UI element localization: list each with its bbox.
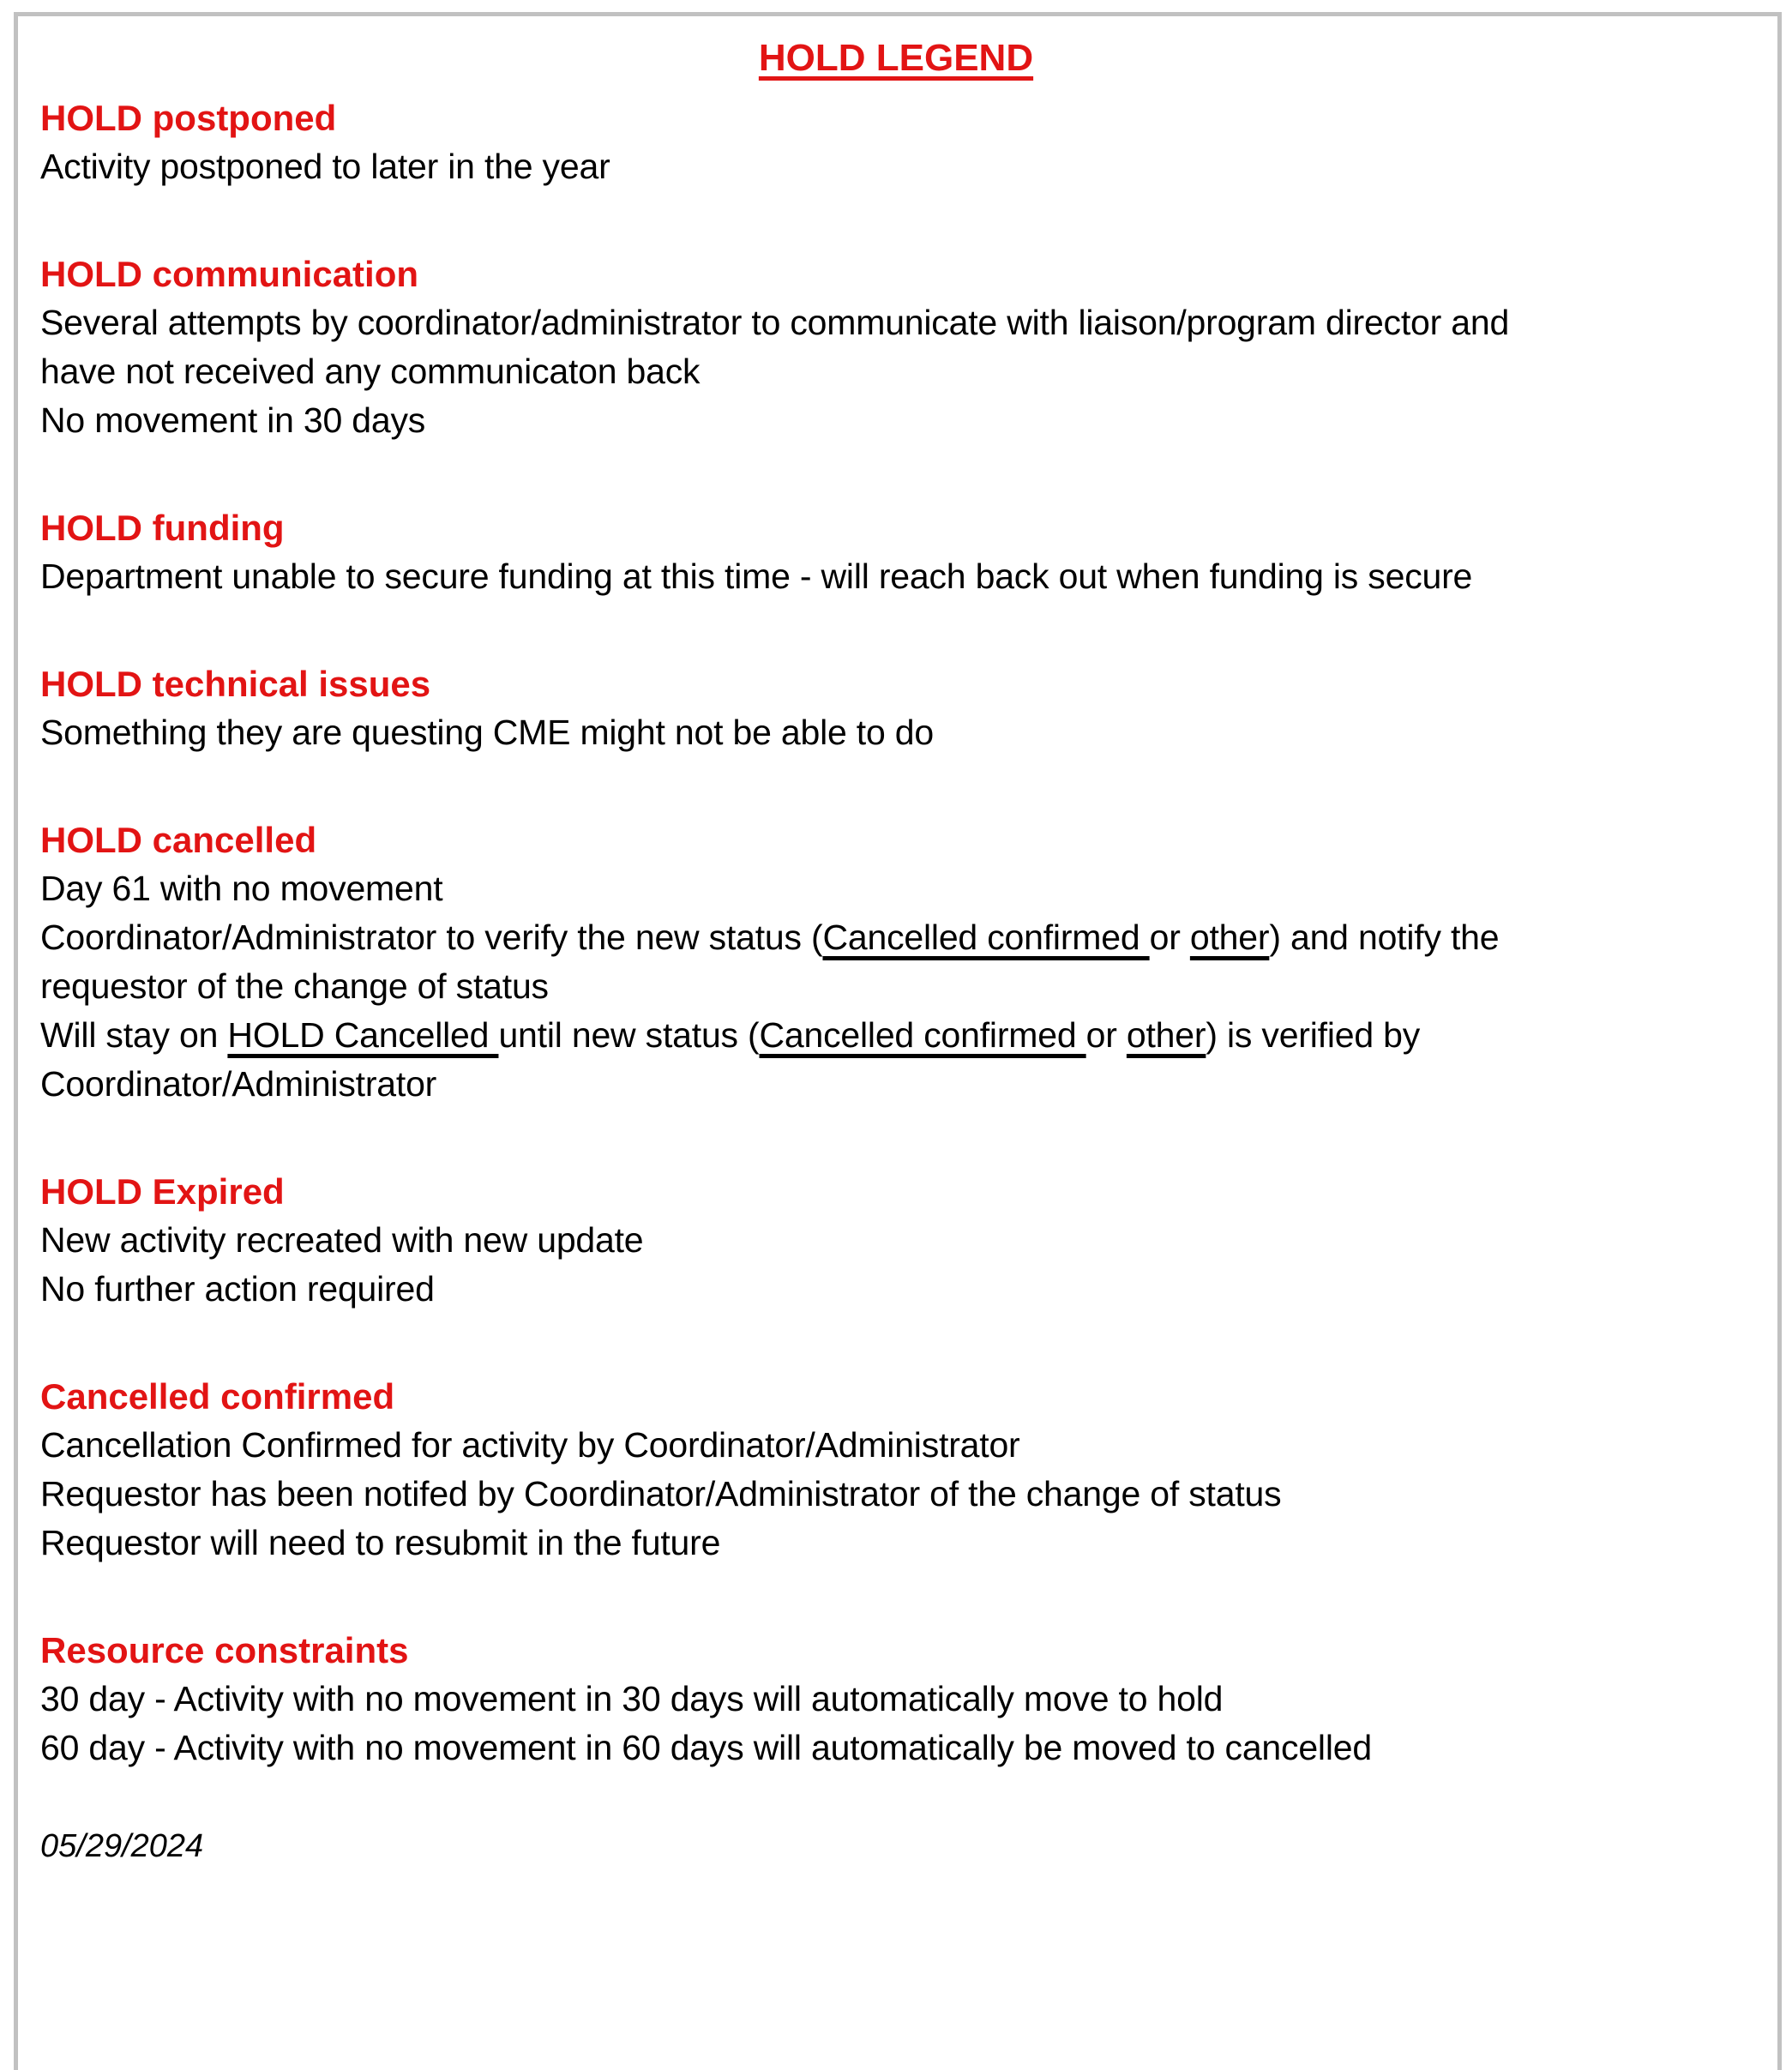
text-segment: ) is verified by [1206,1015,1421,1055]
text-segment: 30 day - Activity with no movement in 30 days will automatically move to hold [40,1679,1224,1718]
underlined-text: other [1189,918,1270,957]
text-line [40,552,1752,601]
text-line [40,864,1752,913]
text-segment: 60 day - Activity with no movement in 60 days will automatically be moved to cancelled [40,1728,1372,1767]
text-segment: Coordinator/Administrator [40,1064,437,1104]
text-line [40,347,1752,396]
text-segment: No further action required [40,1269,435,1309]
footer-date: 05/29/2024 [40,1828,204,1864]
text-segment: or [1085,1015,1127,1055]
text-segment: or [1149,918,1190,957]
text-segment: Department unable to secure funding at this time - will reach back out when funding is secure [40,557,1473,596]
text-line [40,396,1752,445]
text-line [40,1470,1752,1519]
underlined-text: Cancelled confirmed [759,1015,1086,1055]
text-segment: New activity recreated with new update [40,1220,644,1260]
legend-section [40,250,1752,445]
text-segment: Cancellation Confirmed for activity by Coordinator/Administrator [40,1425,1020,1465]
section-heading: HOLD cancelled [40,820,317,860]
text-segment: Day 61 with no movement [40,869,443,908]
section-heading: Resource constraints [40,1630,409,1670]
legend-section [40,659,1752,757]
underlined-text: HOLD Cancelled [227,1015,499,1055]
text-segment: Something they are questing CME might not be able to do [40,713,934,752]
underlined-text: Cancelled confirmed [822,918,1150,957]
text-line [40,1421,1752,1470]
page-title: HOLD LEGEND [758,37,1034,79]
text-line [40,913,1752,962]
legend-section [40,1372,1752,1568]
text-segment: Activity postponed to later in the year [40,147,610,186]
section-heading: HOLD technical issues [40,664,431,704]
text-segment: ) and notify the [1269,918,1500,957]
text-line [40,1675,1752,1724]
legend-section [40,815,1752,1109]
text-segment: Will stay on [40,1015,228,1055]
text-segment: Requestor has been notifed by Coordinator/Administrator of the change of status [40,1474,1282,1513]
text-line [40,298,1752,347]
legend-section [40,1626,1752,1772]
text-segment: Coordinator/Administrator to verify the new status ( [40,918,823,957]
text-line [40,1216,1752,1265]
text-line [40,142,1752,191]
section-heading: HOLD communication [40,254,419,294]
text-segment: until new status ( [498,1015,760,1055]
text-segment: Requestor will need to resubmit in the future [40,1523,721,1562]
section-heading: HOLD funding [40,508,285,548]
text-line [40,1724,1752,1772]
section-heading: HOLD Expired [40,1171,285,1212]
text-line [40,1011,1752,1060]
text-line [40,1265,1752,1314]
document-page [14,12,1782,2070]
text-line [40,962,1752,1011]
legend-sections [40,93,1752,1772]
text-segment: requestor of the change of status [40,966,549,1006]
text-segment: have not received any communicaton back [40,352,701,391]
section-heading: HOLD postponed [40,98,337,138]
legend-section [40,93,1752,191]
text-line [40,1060,1752,1109]
text-segment: Several attempts by coordinator/administrator to communicate with liaison/program director and [40,303,1510,342]
legend-section [40,503,1752,601]
legend-section [40,1167,1752,1314]
section-heading: Cancelled confirmed [40,1376,395,1417]
text-line [40,708,1752,757]
text-line [40,1519,1752,1568]
underlined-text: other [1126,1015,1206,1055]
text-segment: No movement in 30 days [40,400,426,440]
